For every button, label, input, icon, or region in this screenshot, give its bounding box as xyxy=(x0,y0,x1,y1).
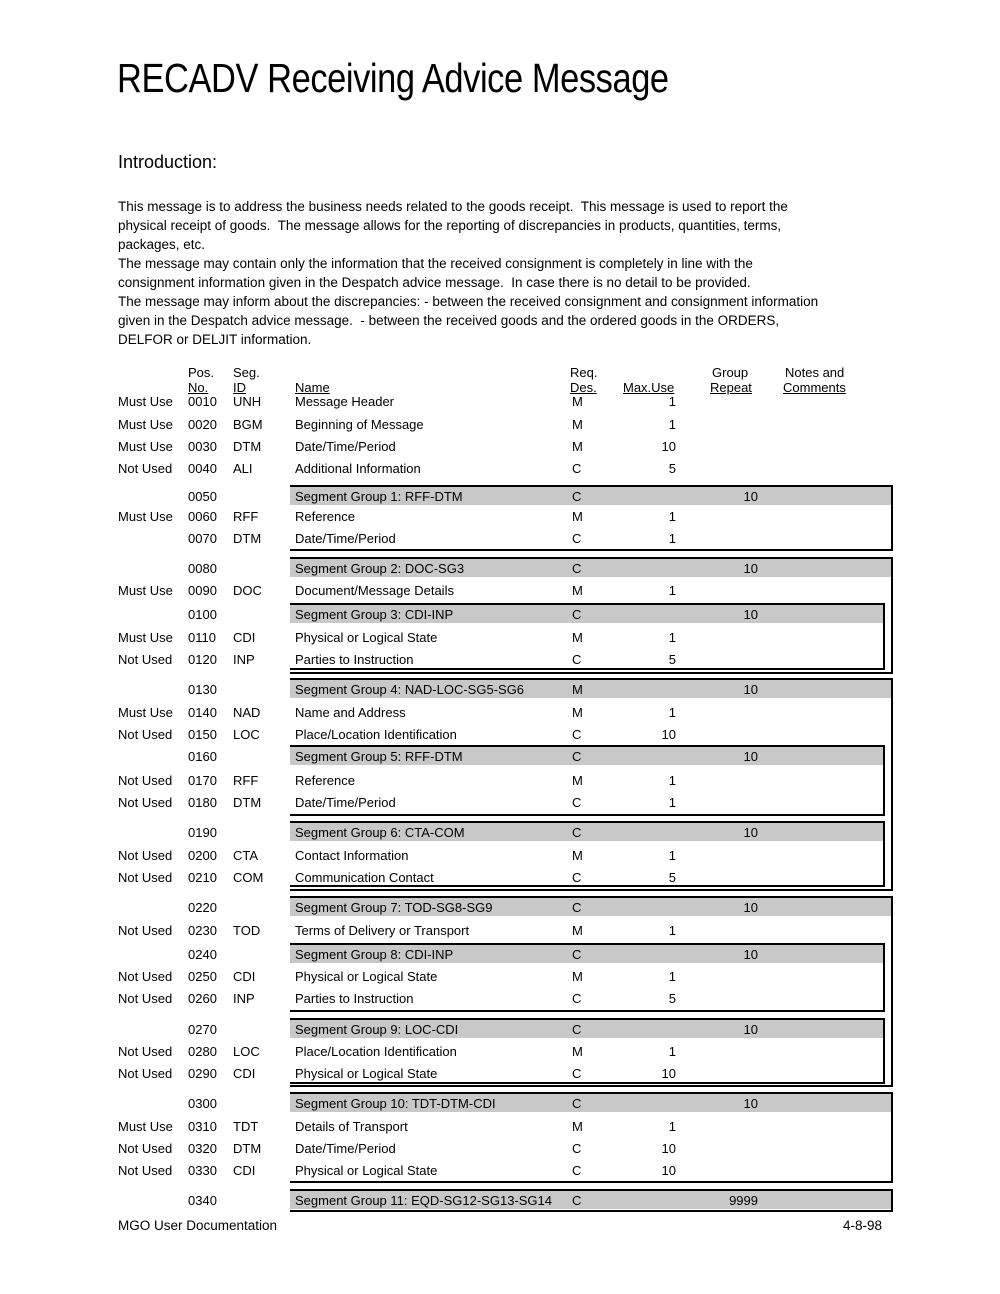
group-repeat-value: 10 xyxy=(743,489,758,504)
segment-group-header-row xyxy=(290,1094,891,1112)
group-requirement: C xyxy=(572,825,582,840)
group-requirement: C xyxy=(572,607,582,622)
row-requirement: M xyxy=(572,1119,583,1134)
row-usage-label: Not Used xyxy=(118,991,173,1006)
group-repeat-value: 10 xyxy=(743,900,758,915)
row-position-number: 0060 xyxy=(188,509,217,524)
row-usage-label: Must Use xyxy=(118,439,173,454)
row-usage-label: Must Use xyxy=(118,509,173,524)
row-requirement: M xyxy=(572,705,583,720)
row-requirement: C xyxy=(572,1141,582,1156)
row-max-use: 1 xyxy=(668,394,676,409)
segment-group-title: Segment Group 1: RFF-DTM xyxy=(295,489,463,504)
group-position-number: 0130 xyxy=(188,682,217,697)
group-repeat-value: 9999 xyxy=(729,1193,758,1208)
row-usage-label: Not Used xyxy=(118,727,173,742)
row-segment-name: Parties to Instruction xyxy=(295,991,414,1006)
table-row xyxy=(0,1119,1000,1135)
row-position-number: 0320 xyxy=(188,1141,217,1156)
row-position-number: 0280 xyxy=(188,1044,217,1059)
col-header-group-line1: Group xyxy=(712,365,749,380)
segment-group-header-row xyxy=(290,680,891,698)
row-segment-name: Date/Time/Period xyxy=(295,795,396,810)
segment-group-header-row xyxy=(290,945,883,963)
group-position-number: 0190 xyxy=(188,825,217,840)
table-row xyxy=(0,705,1000,721)
row-requirement: C xyxy=(572,1066,582,1081)
row-usage-label: Must Use xyxy=(118,583,173,598)
row-position-number: 0120 xyxy=(188,652,217,667)
row-usage-label: Not Used xyxy=(118,461,173,476)
table-row xyxy=(0,991,1000,1007)
segment-group-header-row xyxy=(290,487,891,505)
row-segment-name: Details of Transport xyxy=(295,1119,408,1134)
row-requirement: M xyxy=(572,509,583,524)
col-header-name: Name xyxy=(295,380,330,395)
row-segment-name: Reference xyxy=(295,773,355,788)
row-segment-id: CDI xyxy=(233,969,256,984)
row-usage-label: Must Use xyxy=(118,1119,173,1134)
row-max-use: 10 xyxy=(661,727,676,742)
segment-group-title: Segment Group 3: CDI-INP xyxy=(295,607,454,622)
segment-group-title: Segment Group 11: EQD-SG12-SG13-SG14 xyxy=(295,1193,552,1208)
row-max-use: 5 xyxy=(668,652,676,667)
row-segment-name: Terms of Delivery or Transport xyxy=(295,923,470,938)
row-segment-id: RFF xyxy=(233,773,259,788)
row-usage-label: Not Used xyxy=(118,923,173,938)
row-requirement: M xyxy=(572,394,583,409)
intro-line: physical receipt of goods. The message allows for the reporting of discrepancies in products, quantities, terms, xyxy=(118,218,782,233)
col-header-seg-line2: ID xyxy=(233,380,246,395)
row-segment-name: Place/Location Identification xyxy=(295,1044,457,1059)
group-requirement: C xyxy=(572,1096,582,1111)
table-row xyxy=(0,1141,1000,1157)
segment-group-title: Segment Group 7: TOD-SG8-SG9 xyxy=(295,900,493,915)
row-segment-name: Communication Contact xyxy=(295,870,434,885)
row-segment-id: CTA xyxy=(233,848,259,863)
row-position-number: 0180 xyxy=(188,795,217,810)
row-position-number: 0090 xyxy=(188,583,217,598)
group-requirement: C xyxy=(572,489,582,504)
introduction-heading: Introduction: xyxy=(118,152,218,172)
row-segment-name: Document/Message Details xyxy=(295,583,454,598)
row-requirement: C xyxy=(572,1163,582,1178)
group-requirement: C xyxy=(572,1193,582,1208)
segment-group-header-row xyxy=(290,898,891,916)
row-position-number: 0070 xyxy=(188,531,217,546)
row-segment-name: Physical or Logical State xyxy=(295,630,438,645)
row-segment-id: CDI xyxy=(233,630,256,645)
row-requirement: M xyxy=(572,1044,583,1059)
segment-group-title: Segment Group 6: CTA-COM xyxy=(295,825,465,840)
group-requirement: M xyxy=(572,682,583,697)
group-repeat-value: 10 xyxy=(743,749,758,764)
col-header-req-line1: Req. xyxy=(570,365,598,380)
row-segment-name: Place/Location Identification xyxy=(295,727,457,742)
row-max-use: 1 xyxy=(668,583,676,598)
row-segment-id: ALI xyxy=(233,461,253,476)
group-requirement: C xyxy=(572,749,582,764)
row-usage-label: Not Used xyxy=(118,1044,173,1059)
intro-line: given in the Despatch advice message. - between the received goods and the ordered goods in the ORDERS, xyxy=(118,313,780,328)
segment-group-title: Segment Group 2: DOC-SG3 xyxy=(295,561,465,576)
group-position-number: 0340 xyxy=(188,1193,217,1208)
segment-group-header-row xyxy=(290,1191,891,1209)
row-segment-id: NAD xyxy=(233,705,261,720)
row-usage-label: Not Used xyxy=(118,1066,173,1081)
col-header-seg-line1: Seg. xyxy=(233,365,260,380)
segment-group-header-row xyxy=(290,747,883,765)
row-max-use: 1 xyxy=(668,531,676,546)
row-requirement: M xyxy=(572,848,583,863)
group-position-number: 0270 xyxy=(188,1022,217,1037)
row-requirement: M xyxy=(572,969,583,984)
row-max-use: 10 xyxy=(661,1066,676,1081)
table-row xyxy=(0,773,1000,789)
row-max-use: 1 xyxy=(668,1119,676,1134)
row-segment-id: BGM xyxy=(233,417,263,432)
table-row xyxy=(0,531,1000,547)
table-row xyxy=(0,1044,1000,1060)
row-position-number: 0330 xyxy=(188,1163,217,1178)
table-row xyxy=(0,509,1000,525)
group-repeat-value: 10 xyxy=(743,947,758,962)
row-segment-id: INP xyxy=(233,652,255,667)
row-segment-id: DOC xyxy=(233,583,262,598)
row-max-use: 5 xyxy=(668,461,676,476)
row-segment-name: Message Header xyxy=(295,394,394,409)
row-requirement: C xyxy=(572,461,582,476)
row-requirement: C xyxy=(572,727,582,742)
group-repeat-value: 10 xyxy=(743,561,758,576)
row-segment-name: Name and Address xyxy=(295,705,406,720)
row-requirement: M xyxy=(572,923,583,938)
segment-group-header-row xyxy=(290,1020,883,1038)
row-segment-name: Additional Information xyxy=(295,461,421,476)
table-row xyxy=(0,969,1000,985)
row-requirement: C xyxy=(572,652,582,667)
row-position-number: 0250 xyxy=(188,969,217,984)
col-header-group-line2: Repeat xyxy=(710,380,752,395)
intro-line: This message is to address the business needs related to the goods receipt. This message is used to report the xyxy=(118,199,788,214)
row-position-number: 0200 xyxy=(188,848,217,863)
row-usage-label: Must Use xyxy=(118,630,173,645)
row-segment-name: Date/Time/Period xyxy=(295,1141,396,1156)
row-requirement: C xyxy=(572,795,582,810)
row-segment-id: INP xyxy=(233,991,255,1006)
row-requirement: C xyxy=(572,870,582,885)
row-max-use: 10 xyxy=(661,1141,676,1156)
row-position-number: 0230 xyxy=(188,923,217,938)
group-position-number: 0300 xyxy=(188,1096,217,1111)
table-row xyxy=(0,583,1000,599)
group-requirement: C xyxy=(572,947,582,962)
row-position-number: 0110 xyxy=(188,630,216,645)
row-position-number: 0260 xyxy=(188,991,217,1006)
row-requirement: C xyxy=(572,991,582,1006)
row-segment-id: CDI xyxy=(233,1066,256,1081)
intro-line: packages, etc. xyxy=(118,237,206,252)
row-segment-id: DTM xyxy=(233,439,262,454)
row-usage-label: Not Used xyxy=(118,773,173,788)
table-row xyxy=(0,1163,1000,1179)
col-header-req-line2: Des. xyxy=(570,380,597,395)
group-requirement: C xyxy=(572,561,582,576)
row-segment-name: Parties to Instruction xyxy=(295,652,414,667)
row-position-number: 0290 xyxy=(188,1066,217,1081)
group-position-number: 0050 xyxy=(188,489,217,504)
row-position-number: 0150 xyxy=(188,727,217,742)
group-requirement: C xyxy=(572,900,582,915)
table-row xyxy=(0,923,1000,939)
group-position-number: 0240 xyxy=(188,947,217,962)
row-max-use: 5 xyxy=(668,991,676,1006)
row-max-use: 1 xyxy=(668,1044,676,1059)
row-usage-label: Must Use xyxy=(118,417,173,432)
row-segment-name: Reference xyxy=(295,509,355,524)
group-position-number: 0080 xyxy=(188,561,217,576)
row-position-number: 0010 xyxy=(188,394,217,409)
table-row xyxy=(0,652,1000,668)
row-segment-name: Physical or Logical State xyxy=(295,1163,438,1178)
row-max-use: 1 xyxy=(668,509,676,524)
col-header-pos-line2: No. xyxy=(188,380,209,395)
table-row xyxy=(0,394,1000,410)
row-requirement: M xyxy=(572,417,583,432)
col-header-notes-line2: Comments xyxy=(783,380,846,395)
row-max-use: 5 xyxy=(668,870,676,885)
segment-group-header-row xyxy=(290,605,883,623)
row-position-number: 0040 xyxy=(188,461,217,476)
row-max-use: 1 xyxy=(668,773,676,788)
row-segment-id: UNH xyxy=(233,394,262,409)
group-repeat-value: 10 xyxy=(743,607,758,622)
row-segment-name: Date/Time/Period xyxy=(295,531,396,546)
group-repeat-value: 10 xyxy=(743,825,758,840)
row-usage-label: Not Used xyxy=(118,848,173,863)
table-row xyxy=(0,1066,1000,1082)
row-position-number: 0210 xyxy=(188,870,217,885)
row-requirement: M xyxy=(572,583,583,598)
row-segment-name: Physical or Logical State xyxy=(295,1066,438,1081)
row-segment-id: CDI xyxy=(233,1163,256,1178)
row-usage-label: Not Used xyxy=(118,652,173,667)
row-usage-label: Not Used xyxy=(118,795,173,810)
row-position-number: 0170 xyxy=(188,773,217,788)
group-repeat-value: 10 xyxy=(743,1022,758,1037)
group-position-number: 0220 xyxy=(188,900,217,915)
intro-line: DELFOR or DELJIT information. xyxy=(118,332,312,347)
row-segment-name: Date/Time/Period xyxy=(295,439,396,454)
row-usage-label: Must Use xyxy=(118,705,173,720)
row-position-number: 0020 xyxy=(188,417,217,432)
row-usage-label: Not Used xyxy=(118,870,173,885)
row-position-number: 0030 xyxy=(188,439,217,454)
row-requirement: C xyxy=(572,531,582,546)
row-requirement: M xyxy=(572,773,583,788)
table-row xyxy=(0,795,1000,811)
row-requirement: M xyxy=(572,439,583,454)
table-row xyxy=(0,727,1000,743)
row-usage-label: Not Used xyxy=(118,969,173,984)
segment-group-title: Segment Group 10: TDT-DTM-CDI xyxy=(295,1096,496,1111)
row-usage-label: Must Use xyxy=(118,394,173,409)
table-row xyxy=(0,630,1000,646)
row-max-use: 1 xyxy=(668,848,676,863)
row-max-use: 10 xyxy=(661,439,676,454)
table-row xyxy=(0,870,1000,886)
row-segment-id: COM xyxy=(233,870,264,885)
row-segment-id: DTM xyxy=(233,1141,262,1156)
row-segment-name: Physical or Logical State xyxy=(295,969,438,984)
row-segment-id: LOC xyxy=(233,727,260,742)
row-max-use: 1 xyxy=(668,630,676,645)
row-segment-name: Contact Information xyxy=(295,848,409,863)
row-requirement: M xyxy=(572,630,583,645)
group-requirement: C xyxy=(572,1022,582,1037)
row-segment-id: RFF xyxy=(233,509,259,524)
segment-group-title: Segment Group 5: RFF-DTM xyxy=(295,749,463,764)
intro-line: The message may contain only the information that the received consignment is completely in line with the xyxy=(118,256,753,271)
row-max-use: 10 xyxy=(661,1163,676,1178)
segment-group-title: Segment Group 9: LOC-CDI xyxy=(295,1022,459,1037)
row-segment-id: DTM xyxy=(233,531,262,546)
group-position-number: 0160 xyxy=(188,749,217,764)
footer-document-name: MGO User Documentation xyxy=(118,1218,278,1233)
group-position-number: 0100 xyxy=(188,607,217,622)
table-row xyxy=(0,439,1000,455)
row-position-number: 0140 xyxy=(188,705,217,720)
row-max-use: 1 xyxy=(668,795,676,810)
table-row xyxy=(0,417,1000,433)
col-header-maxuse: Max.Use xyxy=(623,380,675,395)
row-max-use: 1 xyxy=(668,923,676,938)
col-header-pos-line1: Pos. xyxy=(188,365,215,380)
row-segment-name: Beginning of Message xyxy=(295,417,424,432)
footer-date: 4-8-98 xyxy=(842,1218,882,1233)
row-position-number: 0310 xyxy=(188,1119,217,1134)
row-segment-id: TOD xyxy=(233,923,261,938)
col-header-notes-line1: Notes and xyxy=(785,365,845,380)
row-max-use: 1 xyxy=(668,417,676,432)
page-title: RECADV Receiving Advice Message xyxy=(117,55,669,101)
row-segment-id: LOC xyxy=(233,1044,260,1059)
row-segment-id: TDT xyxy=(233,1119,259,1134)
row-max-use: 1 xyxy=(668,705,676,720)
table-row xyxy=(0,848,1000,864)
row-segment-id: DTM xyxy=(233,795,262,810)
segment-group-title: Segment Group 4: NAD-LOC-SG5-SG6 xyxy=(295,682,525,697)
row-max-use: 1 xyxy=(668,969,676,984)
segment-group-header-row xyxy=(290,559,891,577)
group-repeat-value: 10 xyxy=(743,682,758,697)
intro-line: consignment information given in the Despatch advice message. In case there is no detail to be provided. xyxy=(118,275,751,290)
intro-line: The message may inform about the discrepancies: - between the received consignment and consignment information xyxy=(118,294,819,309)
segment-group-header-row xyxy=(290,823,883,841)
group-repeat-value: 10 xyxy=(743,1096,758,1111)
row-usage-label: Not Used xyxy=(118,1163,173,1178)
row-usage-label: Not Used xyxy=(118,1141,173,1156)
table-row xyxy=(0,461,1000,477)
segment-group-title: Segment Group 8: CDI-INP xyxy=(295,947,454,962)
